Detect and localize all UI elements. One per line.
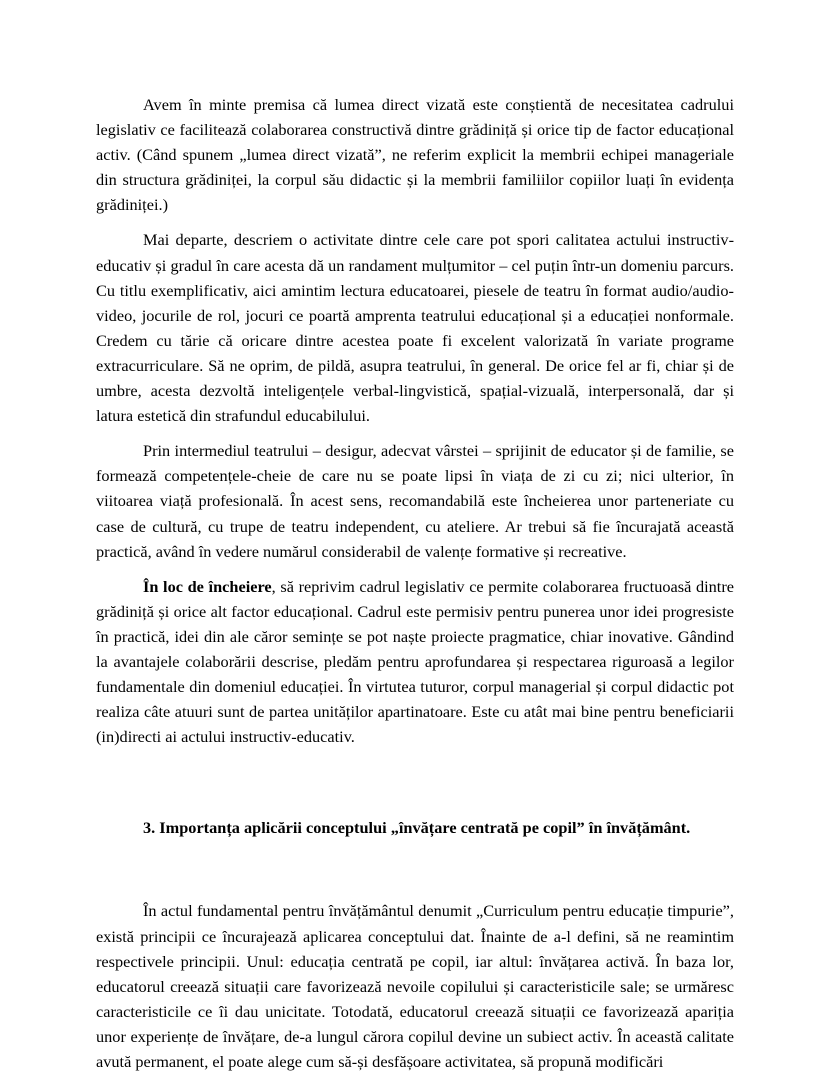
paragraph-4-body: , să reprivim cadrul legislativ ce permite colaborarea fructuoasă dintre grădiniță și orice alt factor educațional. Cadrul este permisiv pentru punerea unor idei progresiste în practică, idei din ale căror semințe se pot naște proiecte pragmatice, chiar inovative. Gândind la avantajele colaborării descrise, pledăm pentru aprofundarea și respectarea riguroasă a legilor fundamentale din domeniul educației. În virtutea tuturor, corpul managerial și corpul didactic pot realiza câte atuuri sunt de partea unităților apartinatoare. Este cu atât mai bine pentru beneficiarii (in)directi ai actului instructiv-educativ.: [96, 576, 735, 747]
paragraph-5: În actul fundamental pentru învățământul denumit „Curriculum pentru educație timpurie”, există principii ce încurajează aplicarea conceptului dat. Înainte de a-l defini, să ne reamintim respectivele principii. Unul: educația centrată pe copil, iar altul: învățarea activă. În baza lor, educatorul creează situații care favorizează nevoile copilului și caracteristicile sale; se urmăresc caracteristicile ce îi dau unicitate. Totodată, educatorul creează situații ce favorizează apariția unor experiențe de învățare, de-a lungul cărora copilul devine un subiect activ. În această calitate avută permanent, el poate alege cum să-și desfășoare activitatea, să propună modificări: [96, 901, 734, 1071]
section-heading-3: 3. Importanța aplicării conceptului „învățare centrată pe copil” în învățământ.: [143, 818, 691, 838]
paragraph-1: Avem în minte premisa că lumea direct vizată este conștientă de necesitatea cadrului legislativ ce facilitează colaborarea constructivă dintre grădiniță și orice tip de factor educațional activ. (Când spunem „lumea direct vizată”, ne referim explicit la membrii echipei manageriale din structura grădiniței, la corpul său didactic și la membrii familiilor copiilor luați în evidența grădiniței.): [96, 95, 734, 215]
paragraph-4: [96, 574, 734, 750]
heading-bottom-spacer: [96, 840, 734, 898]
document-body: [96, 92, 734, 1084]
paragraph-4-bold-lead: În loc de încheiere: [143, 576, 272, 596]
paragraph-2: Mai departe, descriem o activitate dintre cele care pot spori calitatea actului instructiv-educativ și gradul în care acesta dă un randament mulțumitor – cel puțin într-un domeniu parcurs. Cu titlu exemplificativ, aici amintim lectura educatoarei, piesele de teatru în format audio/audio-video, jocurile de rol, jocuri ce poartă amprenta teatrului educațional și a educației nonformale. Credem cu tărie că oricare dintre acestea poate fi excelent valorizată în variate programe extracurriculare. Să ne oprim, de pildă, asupra teatrului, în general. De orice fel ar fi, chiar și de umbre, acesta dezvoltă inteligențele verbal-lingvistică, spațial-vizuală, interpersonală, dar și latura estetică din strafundul educabilului.: [96, 230, 734, 426]
heading-top-spacer: [96, 759, 734, 815]
paragraph-3: Prin intermediul teatrului – desigur, adecvat vârstei – sprijinit de educator și de familie, se formează competențele-cheie de care nu se poate lipsi în viața de zi cu zi; nici ulterior, în viitoarea viață profesională. În acest sens, recomandabilă este încheierea unor parteneriate cu case de cultură, cu trupe de teatru independent, cu ateliere. Ar trebui să fie încurajată această practică, având în vedere numărul considerabil de valențe formative și recreative.: [96, 441, 734, 561]
